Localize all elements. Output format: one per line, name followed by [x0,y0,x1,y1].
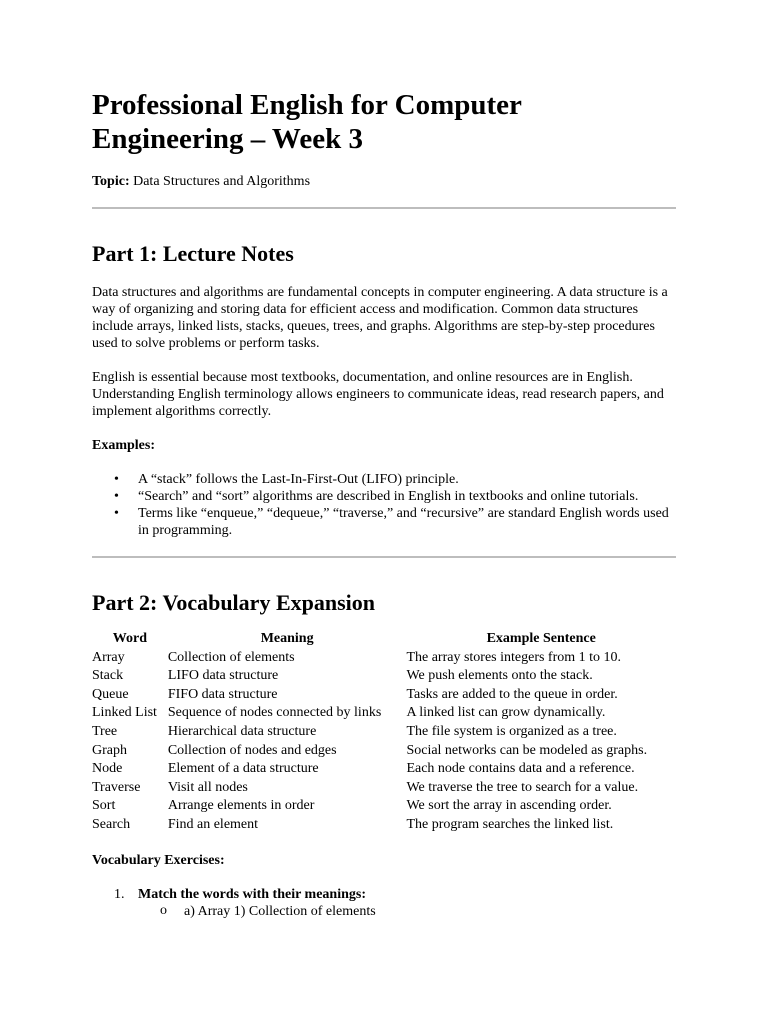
table-cell: Sequence of nodes connected by links [167,705,382,721]
bullet-icon: • [114,472,119,487]
table-cell: LIFO data structure [167,668,279,684]
table-row [92,704,676,723]
table-cell: We push elements onto the stack. [406,668,593,684]
table-cell: Social networks can be modeled as graphs. [406,742,648,758]
list-item-text: “Search” and “sort” algorithms are described in English in textbooks and online tutorials. [138,489,639,504]
table-row [92,816,676,835]
table-cell: Stack [92,668,124,684]
table-cell: Collection of nodes and edges [167,742,337,758]
table-row [92,742,676,761]
table-cell: The file system is organized as a tree. [406,723,617,739]
table-cell: Find an element [167,816,259,832]
list-item-text: Terms like “enqueue,” “dequeue,” “traverse,” and “recursive” are standard English words used in programming. [138,506,669,538]
circle-bullet-icon: o [160,902,167,918]
table-cell: Search [92,816,131,832]
vocabulary-table [92,630,676,835]
table-header-row [92,630,676,649]
table-cell: Element of a data structure [167,761,319,777]
table-cell: Traverse [92,779,141,795]
table-cell: Each node contains data and a reference. [406,761,635,777]
table-cell: Graph [92,742,127,758]
table-cell: The array stores integers from 1 to 10. [406,649,622,665]
list-item [114,505,676,539]
list-item-text: a) Array 1) Collection of elements [184,903,376,919]
table-row [92,723,676,742]
table-cell: A linked list can grow dynamically. [406,705,606,721]
vocabulary-exercises-label: Vocabulary Exercises: [92,852,225,868]
table-cell: Queue [92,686,129,702]
lecture-paragraph: English is essential because most textbooks, documentation, and online resources are in English. Understanding English terminology allows engineers to communicate ideas, read research papers, and implement algorithms correctly. [92,370,664,419]
table-row [92,649,676,668]
table-cell: Array [92,649,125,665]
table-cell: The program searches the linked list. [406,816,614,832]
column-header-meaning: Meaning [260,631,314,646]
table-row [92,797,676,816]
examples-list [92,471,676,539]
column-header-example: Example Sentence [486,631,596,646]
list-item [114,488,676,505]
table-row [92,686,676,705]
table-row [92,667,676,686]
exercises-list [92,886,676,920]
list-item [160,902,676,920]
bullet-icon: • [114,506,119,521]
topic-label: Topic: [92,174,130,189]
table-cell: FIFO data structure [167,686,278,702]
table-row [92,760,676,779]
table-cell: Visit all nodes [167,779,248,795]
part1-heading: Part 1: Lecture Notes [92,241,294,266]
bullet-icon: • [114,489,119,504]
exercise-text: Match the words with their meanings: [138,886,367,902]
list-item-text: A “stack” follows the Last-In-First-Out (LIFO) principle. [138,472,459,487]
lecture-paragraph: Data structures and algorithms are fundamental concepts in computer engineering. A data structure is a way of organizing and storing data for efficient access and modification. Common data structures include arrays, linked lists, stacks, queues, trees, and graphs. Algorithms are step-by-step procedures used to solve problems or perform tasks. [92,285,668,351]
horizontal-rule [92,207,676,209]
exercise-subitems [138,903,676,920]
table-cell: We sort the array in ascending order. [406,798,612,814]
table-cell: Sort [92,798,116,814]
list-item [114,471,676,488]
examples-label: Examples: [92,438,155,453]
column-header-word: Word [112,631,148,646]
table-cell: Hierarchical data structure [167,723,317,739]
table-cell: Collection of elements [167,649,295,665]
table-row [92,779,676,798]
topic-line [92,173,676,191]
table-cell: Linked List [92,705,157,721]
part2-heading: Part 2: Vocabulary Expansion [92,590,375,615]
horizontal-rule [92,556,676,558]
table-cell: Arrange elements in order [167,798,315,814]
exercise-number: 1. [114,886,125,902]
table-cell: Node [92,761,123,777]
table-cell: Tree [92,723,118,739]
document-title: Professional English for Computer Engineering – Week 3 [92,89,522,155]
table-cell: Tasks are added to the queue in order. [406,686,618,702]
table-cell: We traverse the tree to search for a value. [406,779,639,795]
topic-value: Data Structures and Algorithms [133,174,311,189]
exercise-item [114,886,676,920]
